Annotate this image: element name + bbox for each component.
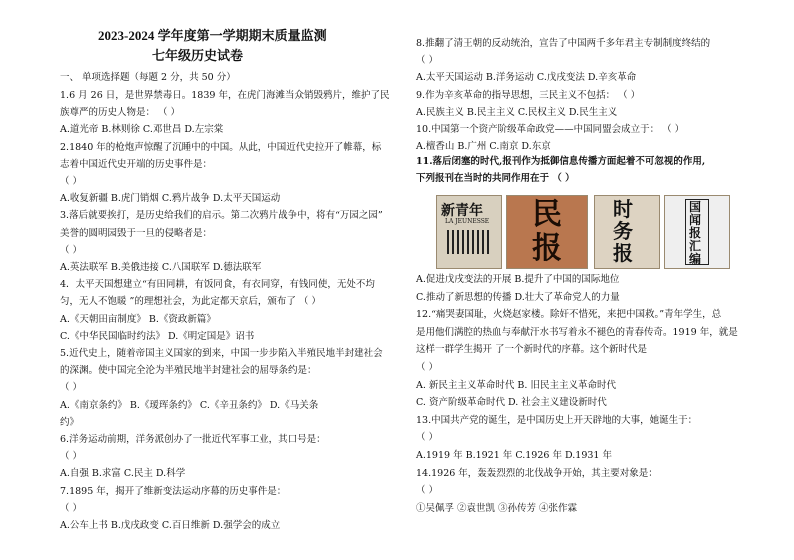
newspaper-shiwubao-image [594,195,660,269]
right-question-line: 14.1926 年，轰轰烈烈的北伐战争开始，其主要对象是： [416,467,658,479]
right-question-line: （ ） [416,362,439,373]
q11-line2: 下列报刊在当时的共同作用在于 （ ） [416,173,575,184]
newspaper-guowenbao-image [664,195,730,269]
right-question-line: 13.中国共产党的诞生，是中国历史上开天辟地的大事，她诞生于： [416,414,698,426]
left-question-line: 志着中国近代史开端的历史事件是： [60,158,213,170]
left-question-line: （ ） [60,502,83,514]
left-question-line: 3.落后就要挨打，是历史给我们的启示。第二次鸦片战争中，将有“万园之园” [60,210,383,222]
left-question-line: A.自强 B.求富 C.民主 D.科学 [60,468,186,480]
left-question-line: C.《中华民国临时约法》 D.《明定国是》诏书 [60,330,255,342]
section-heading: 一、 单项选择题（每题 2 分，共 50 分） [60,72,236,83]
right-question-line: 9.作为辛亥革命的指导思想，三民主义不包括： （ ） [416,89,641,101]
left-question-line: 5.近代史上，随着帝国主义国家的到来，中国一步步陷入半殖民地半封建社会 [60,348,383,359]
right-question-line: 8.推翻了清王朝的反动统治，宣告了中国两千多年君主专制制度终结的 [416,38,711,49]
left-question-line: 的深渊。使中国完全沦为半殖民地半封建社会的屈辱条约是： [60,365,317,377]
left-question-line: A.英法联军 B.美俄违接 C.八国联军 D.德法联军 [60,262,262,273]
right-question-line: C. 资产阶级革命时代 D. 社会主义建设新时代 [416,397,607,409]
q11-line1: 11.落后闭塞的时代,报刊作为抵御信息传播方面起着不可忽视的作用, [416,156,706,167]
left-question-line: A.《天朝田亩制度》 B.《资政新篇》 [60,313,216,325]
right-question-line: （ ） [416,485,439,497]
left-question-line: A.公车上书 B.戊戌政变 C.百日维新 D.强学会的成立 [60,520,281,531]
right-question-line: A. 新民主主义革命时代 B. 旧民主主义革命时代 [416,379,616,391]
shiwubao-masthead: 时务报 [613,197,633,265]
xinqingnian-subtitle: LA JEUNESSE [445,218,490,225]
right-question-line: （ ） [416,55,439,67]
newspaper-minbao-image [506,195,588,269]
left-question-line: （ ） [60,382,83,394]
right-question-line: 是用他们满腔的热血与奉献汗水书写着永不褪色的青春传奇。1919 年，就是 [416,326,738,338]
left-question-line: （ ） [60,244,83,256]
right-question-line: A.太平天国运动 B.洋务运动 C.戊戌变法 D.辛亥革命 [416,72,637,84]
exam-subtitle: 七年级历史试卷 [152,48,244,63]
right-question-line: ①吴佩孚 ②袁世凯 ③孙传芳 ④张作霖 [416,502,578,514]
left-question-line: 1.6 月 26 日，是世界禁毒日。1839 年，在虎门海滩当众销毁鸦片，维护了民 [60,90,390,101]
left-question-line: 4．太平天国想建立“有田同耕，有饭同食，有衣同穿，有钱同使，无处不均 [60,279,375,291]
exam-title: 2023-2024 学年度第一学期期末质量监测 [98,28,327,43]
right-question-line: C.推动了新思想的传播 D.壮大了革命党人的力量 [416,291,620,303]
right-question-line: （ ） [416,432,439,444]
left-question-line: A.《南京条约》 B.《瑷珲条约》 C.《辛丑条约》 D.《马关条 [60,399,319,411]
left-question-line: 约》 [60,416,80,428]
left-question-line: A.收复新疆 B.虎门销烟 C.鸦片战争 D.太平天国运动 [60,193,281,205]
right-question-line: A.1919 年 B.1921 年 C.1926 年 D.1931 年 [416,450,612,461]
right-question-line: A.民族主义 B.民主主义 C.民权主义 D.民生主义 [416,106,618,118]
right-question-line: 10.中国第一个资产阶级革命政党——中国同盟会成立于： （ ） [416,124,685,135]
minbao-masthead: 民报 [532,197,562,266]
left-question-line: 族尊严的历史人物是： （ ） [60,107,181,119]
newspaper-xinqingnian-image [436,195,502,269]
left-question-line: 7.1895 年，揭开了维新变法运动序幕的历史事件是： [60,485,287,497]
right-question-line: A.檀香山 B.广州 C.南京 D.东京 [416,141,551,153]
right-question-line: 这样一群学生揭开 了一个新时代的序幕。这个新时代是 [416,344,648,356]
left-question-line: （ ） [60,176,83,187]
left-question-line: A.道光帝 B.林则徐 C.邓世昌 D.左宗棠 [60,124,224,136]
right-question-line: 12.“痛哭妻国耻，火烧赵家楼。除奸不惜死，来把中国救。”青年学生，总 [416,309,722,321]
xinqingnian-illustration [447,230,491,254]
guowenbao-masthead: 国闻报汇编 [689,200,702,266]
left-question-line: 6.洋务运动前期，洋务派创办了一批近代军事工业，其口号是： [60,434,326,445]
left-question-line: （ ） [60,451,83,463]
xinqingnian-masthead: 新青年 [441,203,483,219]
right-question-line: A.促进戊戌变法的开展 B.提升了中国的国际地位 [416,274,620,285]
left-question-line: 美誉的圆明园毁于一旦的侵略者是： [60,227,213,239]
left-question-line: 2.1840 年的枪炮声惊醒了沉睡中的中国。从此，中国近代史拉开了帷幕，标 [60,141,382,153]
left-question-line: 匀，无人不饱暖 ”的理想社会，为此定都天京后，颁布了 （ ） [60,296,321,308]
